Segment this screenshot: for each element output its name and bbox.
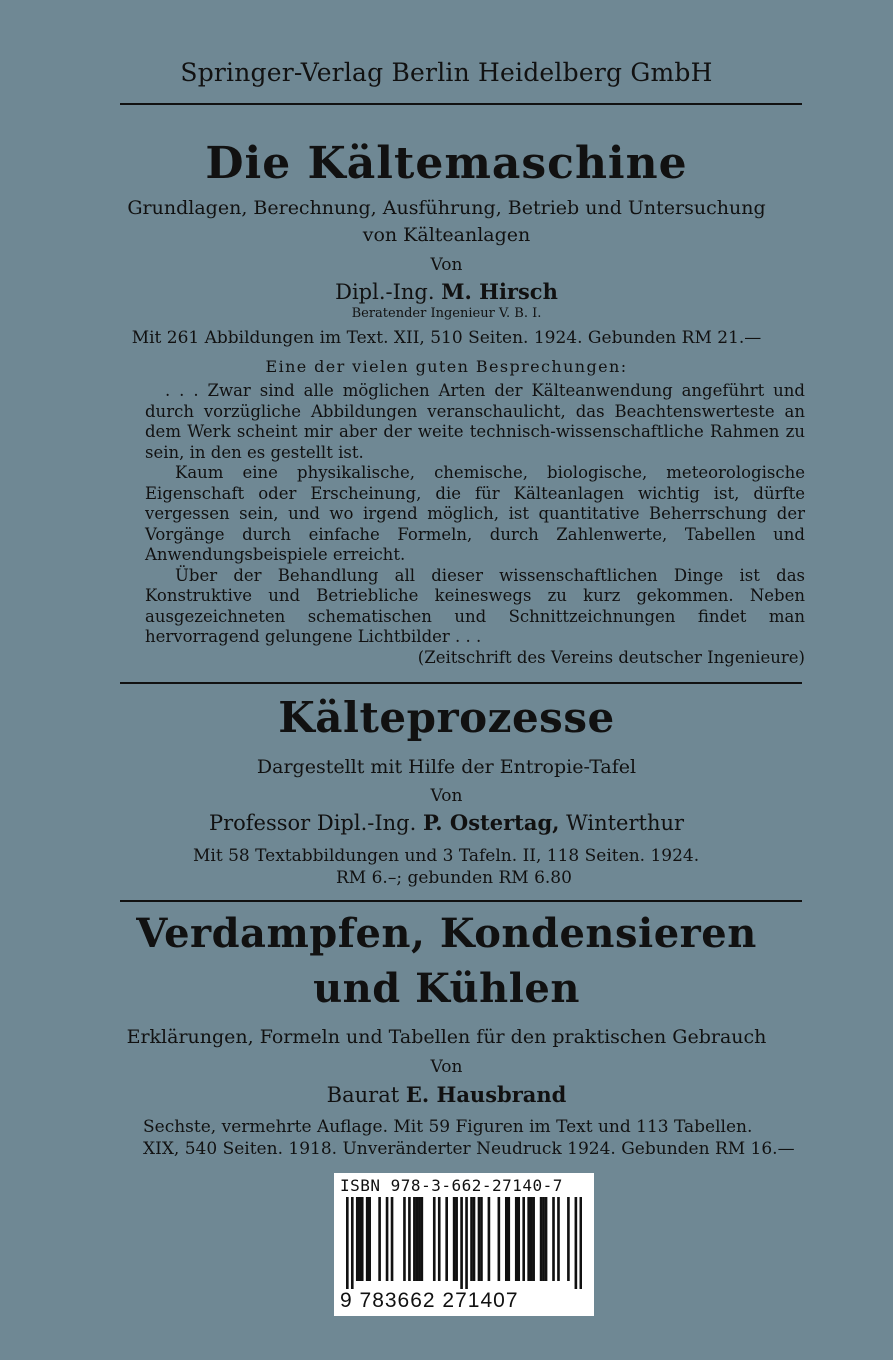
barcode-bar: [552, 1197, 555, 1281]
barcode-bar: [517, 1197, 520, 1281]
book3-von: Von: [430, 1057, 463, 1077]
book1-von: Von: [430, 255, 463, 275]
barcode-bar: [575, 1197, 578, 1289]
barcode-bar: [351, 1197, 354, 1289]
barcode-bar: [445, 1197, 448, 1281]
book1-meta: Mit 261 Abbildungen im Text. XII, 510 Seiten. 1924. Gebunden RM 21.—: [131, 328, 762, 348]
barcode-bar: [522, 1197, 525, 1281]
barcode-bar: [403, 1197, 406, 1281]
isbn-digits: 9 783662 271407: [340, 1289, 519, 1312]
barcode-bar: [368, 1197, 371, 1281]
book3-subtitle: Erklärungen, Formeln und Tabellen für den praktischen Gebrauch: [126, 1026, 767, 1048]
barcode-bar: [498, 1197, 501, 1281]
barcode-bar: [378, 1197, 381, 1281]
divider-1: [120, 682, 802, 684]
barcode-bar: [433, 1197, 436, 1281]
barcode-bar: [421, 1197, 424, 1281]
barcode-bar: [580, 1197, 582, 1289]
publisher-name: Springer-Verlag Berlin Heidelberg GmbH: [180, 58, 713, 87]
barcode-bar: [473, 1197, 476, 1281]
barcode-bar: [532, 1197, 535, 1281]
book1-author: [0, 279, 893, 304]
barcode-bar: [505, 1197, 508, 1281]
book2-meta-line1: Mit 58 Textabbildungen und 3 Tafeln. II, 118 Seiten. 1924.: [193, 846, 700, 866]
book2-author: [0, 810, 893, 835]
barcode-bar: [361, 1197, 364, 1281]
book1-review-source: (Zeitschrift des Vereins deutscher Ingenieure): [417, 648, 805, 667]
barcode-icon: [346, 1197, 582, 1289]
review-paragraph-3: Über der Behandlung all dieser wissenschaftlichen Dinge ist das Konstruktive und Betriebliche keineswegs zu kurz gekommen. Neben ausgezeichneten schematischen und Schnittzeichnungen findet man hervorragend gelungene Lichtbilder . . .: [145, 565, 805, 646]
barcode-bar: [438, 1197, 441, 1281]
book3-author-name: E. Hausbrand: [405, 1082, 567, 1107]
book3-title-line1: Verdampfen, Kondensieren: [136, 910, 757, 957]
book1-author-prefix: Dipl.-Ing.: [335, 280, 435, 304]
barcode-bar: [567, 1197, 570, 1281]
barcode-bar: [455, 1197, 458, 1281]
barcode-bar: [358, 1197, 361, 1281]
barcode-bar: [465, 1197, 468, 1289]
barcode-bar: [413, 1197, 416, 1281]
book2-author-suffix: Winterthur: [566, 811, 685, 835]
book1-subtitle-line1: Grundlagen, Berechnung, Ausführung, Betrieb und Untersuchung: [127, 197, 766, 219]
barcode-bar: [488, 1197, 491, 1281]
book1-author-role: Beratender Ingenieur V. B. I.: [351, 306, 542, 321]
divider-2: [120, 900, 802, 902]
book2-author-name: P. Ostertag,: [422, 810, 560, 835]
barcode-bar: [507, 1197, 510, 1281]
book3-title-line2: und Kühlen: [313, 965, 580, 1012]
review-paragraph-2: Kaum eine physikalische, chemische, biologische, meteorologische Eigenschaft oder Erscheinung, die für Kälteanlagen wichtig ist, dürfte vergessen sein, und wo irgend möglich, ist quantitative Beherrschung der Vorgänge durch einfache Formeln, durch Zahlenwerte, Tabellen und Anwendungsbeispiele erreicht.: [145, 463, 805, 564]
book1-subtitle-line2: von Kälteanlagen: [362, 224, 531, 246]
book1-title: Die Kältemaschine: [205, 138, 688, 189]
barcode-bar: [386, 1197, 389, 1281]
book2-subtitle: Dargestellt mit Hilfe der Entropie-Tafel: [256, 756, 637, 778]
book3-author: [0, 1082, 893, 1107]
barcode-bar: [356, 1197, 359, 1281]
barcode-bar: [391, 1197, 394, 1281]
barcode-bar: [527, 1197, 530, 1281]
barcode-bar: [542, 1197, 545, 1281]
isbn-barcode-box: [334, 1173, 594, 1316]
book2-author-prefix: Professor Dipl.-Ing.: [208, 811, 417, 835]
barcode-bar: [557, 1197, 560, 1281]
review-paragraph-1: . . . Zwar sind alle möglichen Arten der Kälteanwendung angeführt und durch vorzügliche Abbildungen veranschaulicht, das Beachtenswerteste an dem Werk scheint mir aber der weite technisch-wissenschaftliche Rahmen zu sein, in den es gestellt ist.: [145, 381, 805, 462]
barcode-bar: [416, 1197, 419, 1281]
barcode-bar: [460, 1197, 463, 1289]
barcode-bar: [515, 1197, 518, 1281]
book1-review-heading: Eine der vielen guten Besprechungen:: [265, 357, 628, 376]
book2-title: Kälteprozesse: [278, 693, 615, 742]
barcode-bar: [530, 1197, 533, 1281]
book2-meta-line2: RM 6.–; gebunden RM 6.80: [336, 868, 572, 888]
isbn-label: ISBN 978-3-662-27140-7: [340, 1176, 563, 1195]
barcode-bar: [366, 1197, 369, 1281]
divider-top: [120, 103, 802, 105]
barcode-bar: [453, 1197, 456, 1281]
barcode-bar: [540, 1197, 543, 1281]
barcode-bar: [418, 1197, 421, 1281]
barcode-bar: [545, 1197, 548, 1281]
barcode-bar: [408, 1197, 411, 1281]
book2-von: Von: [430, 786, 463, 806]
barcode-bar: [478, 1197, 481, 1281]
book1-author-name: M. Hirsch: [441, 279, 558, 304]
book3-author-prefix: Baurat: [326, 1083, 400, 1107]
barcode-bar: [480, 1197, 483, 1281]
book1-review: [145, 381, 805, 648]
barcode-bar: [346, 1197, 349, 1289]
book3-meta-line1: Sechste, vermehrte Auflage. Mit 59 Figuren im Text und 113 Tabellen.: [143, 1117, 753, 1137]
book3-meta-line2: XIX, 540 Seiten. 1918. Unveränderter Neudruck 1924. Gebunden RM 16.—: [143, 1139, 795, 1159]
barcode-bar: [470, 1197, 473, 1281]
